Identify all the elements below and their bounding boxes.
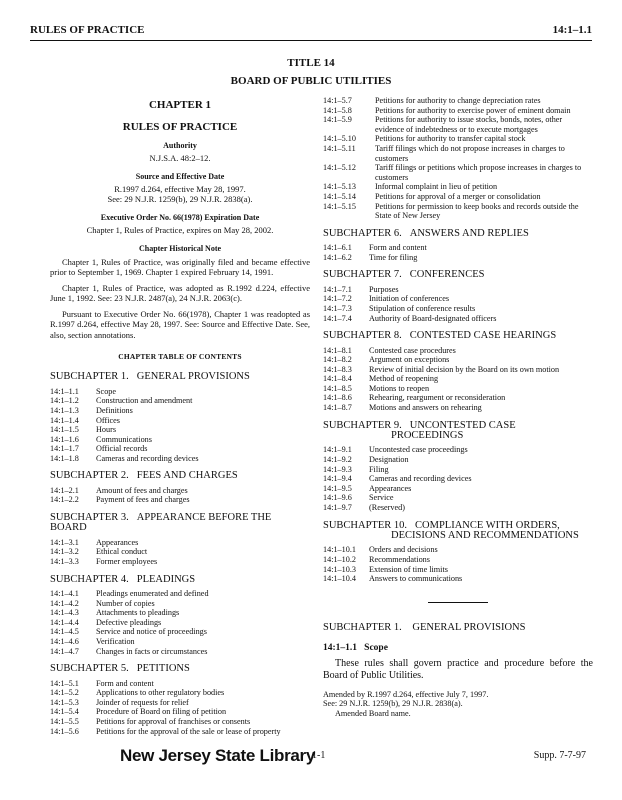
- chapter-name: RULES OF PRACTICE: [122, 121, 238, 134]
- section-number: 14:1–4.7: [50, 646, 79, 656]
- toc-head: CHAPTER TABLE OF CONTENTS: [118, 351, 242, 361]
- section-title: Contested case procedures: [369, 345, 456, 355]
- section-number: 14:1–5.7: [323, 96, 352, 105]
- exec-order-text: Chapter 1, Rules of Practice, expires on May 28, 2002.: [86, 225, 274, 236]
- subchapter-label: SUBCHAPTER 6.: [323, 227, 402, 239]
- section-row: [323, 374, 559, 384]
- right-column: [323, 96, 593, 718]
- subchapter-title: UNCONTESTED CASE: [409, 419, 516, 431]
- subchapter-heading: [323, 521, 593, 542]
- header-right: 14:1–1.1: [552, 24, 592, 36]
- section-row: [323, 403, 559, 413]
- subchapter-heading: [50, 575, 310, 585]
- section-row: [323, 304, 496, 314]
- section-title: Orders and decisions: [369, 545, 438, 555]
- section-title: Verification: [96, 637, 135, 647]
- section-number: 14:1–9.3: [323, 464, 352, 474]
- section-title: Amount of fees and charges: [96, 485, 188, 495]
- section-number: 14:1–9.6: [323, 493, 352, 503]
- section-title: Cameras and recording devices: [96, 453, 199, 463]
- section-title: Service: [369, 493, 394, 503]
- section-row: [50, 717, 281, 727]
- source-line-1: R.1997 d.264, effective May 28, 1997.: [114, 184, 246, 195]
- section-number: 14:1–10.2: [323, 555, 356, 565]
- section-row: [323, 355, 559, 365]
- subchapter-label: SUBCHAPTER 7.: [323, 269, 402, 281]
- subchapter-title: APPEARANCE BEFORE THE BOARD: [50, 512, 272, 534]
- section-title: Filing: [369, 464, 389, 474]
- section-list: [50, 538, 157, 567]
- section-row: [50, 486, 190, 496]
- section-row: [50, 679, 281, 689]
- section-row: [50, 698, 281, 708]
- authority-text: N.J.S.A. 48:2–12.: [149, 153, 211, 164]
- section-number: 14:1–5.1: [50, 678, 79, 688]
- section-row: [323, 493, 472, 503]
- section-row: [323, 565, 462, 575]
- section-title: Defective pleadings: [96, 617, 162, 627]
- title-number: TITLE 14: [287, 57, 335, 69]
- section-row: [323, 445, 472, 455]
- section-number: 14:1–5.3: [50, 697, 79, 707]
- section-row: [50, 589, 209, 599]
- section-number: 14:1–5.13: [323, 182, 356, 192]
- section-title: Joinder of requests for relief: [96, 697, 189, 707]
- section-row: [50, 557, 157, 567]
- subchapter-heading: [50, 664, 310, 674]
- section-row: [323, 465, 472, 475]
- subchapter-title: PETITIONS: [136, 663, 190, 675]
- section-list: [323, 445, 472, 512]
- section-title: Motions to reopen: [369, 383, 430, 393]
- section-title: Definitions: [96, 405, 133, 415]
- section-number: 14:1–5.15: [323, 201, 356, 211]
- section-title: Communications: [96, 434, 152, 444]
- section-row: [323, 365, 559, 375]
- section-title: Authority of Board-designated officers: [369, 313, 497, 323]
- section-number: 14:1–4.6: [50, 637, 79, 647]
- section-title: Extension of time limits: [369, 564, 448, 574]
- section-number: 14:1–9.5: [323, 483, 352, 493]
- section-number: 14:1–8.2: [323, 355, 352, 365]
- section-row: [323, 484, 472, 494]
- toc-continued: [323, 96, 593, 221]
- section-title: Pleadings enumerated and defined: [96, 589, 209, 599]
- subchapter-title: PLEADINGS: [136, 573, 196, 585]
- subchapter-title: CONFERENCES: [409, 269, 485, 281]
- section-number: 14:1–6.1: [323, 243, 352, 253]
- section-row: [50, 727, 281, 737]
- section-number: 14:1–10.1: [323, 545, 356, 555]
- section-number: 14:1–1.6: [50, 434, 79, 444]
- section-title: Petitions for the approval of the sale or lease of property: [96, 726, 281, 736]
- section-number: 14:1–5.12: [323, 163, 356, 173]
- subchapter-title-cont: DECISIONS AND RECOMMENDATIONS: [391, 530, 579, 542]
- section-number: 14:1–7.3: [323, 303, 352, 313]
- section-row: [323, 393, 559, 403]
- section-row: [50, 416, 199, 426]
- historical-note-p2: Chapter 1, Rules of Practice, was adopted as R.1992 d.224, effective June 1, 1992. See: 23 N.J.R. 2487(a), 24 N.J.R. 2063(c).: [50, 282, 310, 304]
- amend-line-2: See: 29 N.J.R. 1259(b), 29 N.J.R. 2838(a).: [323, 699, 463, 709]
- section-number: 14:1–3.2: [50, 547, 79, 557]
- section-title: Former employees: [96, 557, 158, 567]
- section-row: [50, 444, 199, 454]
- section-number: 14:1–1.8: [50, 453, 79, 463]
- section-row: [50, 547, 157, 557]
- subchapter-title: GENERAL PROVISIONS: [136, 371, 250, 383]
- section-title: Petitions for permission to keep books and records outside the State of New Jersey: [375, 201, 579, 221]
- section-row: [50, 387, 199, 397]
- section-number: 14:1–4.5: [50, 627, 79, 637]
- section-title: Offices: [96, 415, 120, 425]
- section-row: [323, 294, 496, 304]
- section-row: [50, 538, 157, 548]
- section-number: 14:1–8.3: [323, 364, 352, 374]
- section-title: Number of copies: [96, 598, 155, 608]
- section-row: [50, 608, 209, 618]
- section-number: 14:1–7.2: [323, 294, 352, 304]
- section-number: 14:1–9.2: [323, 455, 352, 465]
- page-footer: [0, 746, 622, 770]
- section-row: [50, 647, 209, 657]
- section-row: [50, 707, 281, 717]
- section-number: 14:1–8.7: [323, 403, 352, 413]
- section-row: [323, 96, 593, 106]
- section-number: 14:1–8.4: [323, 374, 352, 384]
- section-title: Procedure of Board on filing of petition: [96, 707, 227, 717]
- section-number: 14:1–5.5: [50, 717, 79, 726]
- section-row: [323, 243, 427, 253]
- section-title: Initiation of conferences: [369, 294, 450, 304]
- section-row: [323, 106, 593, 116]
- section-list: [50, 589, 209, 656]
- section-title: Service and notice of proceedings: [96, 627, 207, 637]
- section-number: 14:1–10.4: [323, 574, 356, 584]
- rule-heading: 14:1–1.1 Scope: [323, 643, 388, 654]
- section-number: 14:1–9.4: [323, 474, 352, 484]
- section-title: Appearances: [369, 483, 412, 493]
- section-list: [50, 679, 281, 737]
- section-title: Uncontested case proceedings: [369, 445, 468, 455]
- section-row: [323, 346, 559, 356]
- section-row: [50, 396, 199, 406]
- subchapter-heading: [50, 372, 310, 382]
- section-title: Review of initial decision by the Board on its own motion: [369, 364, 560, 374]
- section-title: Cameras and recording devices: [369, 474, 472, 484]
- subchapter-heading: [323, 421, 593, 442]
- running-header: [30, 24, 592, 41]
- footer-page-number: 1-1: [312, 750, 326, 761]
- section-title: Construction and amendment: [96, 396, 193, 406]
- section-title: Payment of fees and charges: [96, 495, 190, 505]
- section-number: 14:1–9.7: [323, 503, 352, 513]
- section-title: Ethical conduct: [96, 547, 148, 557]
- subchapter-label: SUBCHAPTER 9.: [323, 419, 402, 431]
- section-row: [50, 435, 199, 445]
- footer-library: New Jersey State Library: [120, 746, 316, 765]
- section-number: 14:1–8.1: [323, 345, 352, 355]
- section-title: Purposes: [369, 284, 399, 294]
- section-row: [323, 115, 593, 134]
- section-title: Petitions for approval of franchises or consents: [96, 717, 251, 726]
- section-number: 14:1–5.14: [323, 191, 356, 201]
- authority-head: Authority: [163, 140, 197, 150]
- body-sub-label: SUBCHAPTER 1.: [323, 621, 402, 633]
- section-divider: [428, 602, 488, 603]
- body-sub-title: GENERAL PROVISIONS: [412, 621, 526, 633]
- section-row: [323, 574, 462, 584]
- section-number: 14:1–2.2: [50, 495, 79, 505]
- section-number: 14:1–3.1: [50, 537, 79, 547]
- section-title: Tariff filings or petitions which propose increases in charges to customers: [375, 163, 582, 182]
- section-title: Attachments to pleadings: [96, 608, 180, 618]
- section-number: 14:1–1.1: [50, 386, 79, 396]
- title-block: [0, 54, 622, 90]
- section-row: [50, 495, 190, 505]
- section-row: [323, 314, 496, 324]
- section-number: 14:1–9.1: [323, 445, 352, 455]
- section-title: Official records: [96, 444, 148, 454]
- section-row: [323, 285, 496, 295]
- section-row: [323, 253, 427, 263]
- section-row: [50, 406, 199, 416]
- section-title: Form and content: [369, 243, 427, 253]
- header-left: RULES OF PRACTICE: [30, 24, 145, 36]
- section-number: 14:1–6.2: [323, 252, 352, 262]
- section-title: Hours: [96, 425, 117, 435]
- historical-note-head: Chapter Historical Note: [138, 243, 222, 253]
- section-number: 14:1–1.7: [50, 444, 79, 454]
- section-row: [50, 425, 199, 435]
- section-number: 14:1–4.3: [50, 608, 79, 618]
- section-row: [323, 474, 472, 484]
- section-title: Informal complaint in lieu of petition: [375, 182, 498, 192]
- section-number: 14:1–5.10: [323, 134, 356, 144]
- section-row: [50, 618, 209, 628]
- subchapter-label: SUBCHAPTER 3.: [50, 512, 129, 524]
- section-title: (Reserved): [369, 503, 405, 513]
- section-title: Appearances: [96, 537, 139, 547]
- section-list: [50, 387, 199, 464]
- section-number: 14:1–5.2: [50, 688, 79, 698]
- section-number: 14:1–1.4: [50, 415, 79, 425]
- section-title: Method of reopening: [369, 374, 439, 384]
- section-row: [50, 599, 209, 609]
- section-title: Rehearing, reargument or reconsideration: [369, 393, 506, 403]
- section-number: 14:1–4.1: [50, 589, 79, 599]
- subchapter-title: CONTESTED CASE HEARINGS: [409, 330, 557, 342]
- section-row: [323, 555, 462, 565]
- subchapter-heading: [50, 513, 310, 534]
- toc-left: [50, 372, 310, 736]
- subchapter-title: ANSWERS AND REPLIES: [409, 227, 529, 239]
- subchapter-label: SUBCHAPTER 10.: [323, 519, 408, 531]
- section-number: 14:1–4.2: [50, 598, 79, 608]
- section-number: 14:1–4.4: [50, 617, 79, 627]
- amend-line-3: Amended Board name.: [335, 708, 411, 718]
- section-title: Argument on exceptions: [369, 355, 450, 365]
- title-name: BOARD OF PUBLIC UTILITIES: [230, 75, 392, 87]
- section-title: Scope: [96, 386, 117, 396]
- section-list: [323, 285, 496, 323]
- section-row: [323, 455, 472, 465]
- section-row: [323, 163, 593, 182]
- subchapter-heading: [323, 270, 593, 280]
- section-title: Petitions for authority to issue stocks, bonds, notes, other evidence of indebtedness or to execute mortgages: [375, 115, 563, 134]
- subchapter-title-cont: PROCEEDINGS: [391, 430, 464, 442]
- section-title: Motions and answers on rehearing: [369, 403, 482, 413]
- section-number: 14:1–1.2: [50, 396, 79, 406]
- section-list: [50, 486, 190, 505]
- section-number: 14:1–1.5: [50, 425, 79, 435]
- subchapter-heading: [323, 331, 593, 341]
- chapter-heading: CHAPTER 1: [148, 99, 212, 111]
- subchapter-label: SUBCHAPTER 5.: [50, 663, 129, 675]
- subchapter-label: SUBCHAPTER 8.: [323, 330, 402, 342]
- section-row: [323, 192, 593, 202]
- rule-text: These rules shall govern practice and procedure before the Board of Public Utilities.: [323, 657, 593, 681]
- section-list: [323, 243, 427, 262]
- subchapter-label: SUBCHAPTER 1.: [50, 371, 129, 383]
- section-title: Petitions for authority to transfer capital stock: [375, 134, 526, 144]
- section-title: Stipulation of conference results: [369, 303, 476, 313]
- section-number: 14:1–8.5: [323, 383, 352, 393]
- section-number: 14:1–5.6: [50, 726, 79, 736]
- exec-order-head: Executive Order No. 66(1978) Expiration Date: [100, 212, 260, 222]
- section-title: Recommendations: [369, 555, 430, 565]
- section-row: [50, 637, 209, 647]
- section-title: Petitions for authority to exercise power of eminent domain: [375, 105, 571, 115]
- subchapter-heading: [50, 471, 310, 481]
- source-head: Source and Effective Date: [135, 171, 225, 181]
- subchapter-title: FEES AND CHARGES: [136, 470, 238, 482]
- section-row: [323, 134, 593, 144]
- section-row: [323, 182, 593, 192]
- section-title: Changes in facts or circumstances: [96, 646, 208, 656]
- section-title: Form and content: [96, 678, 154, 688]
- toc-right: [323, 229, 593, 584]
- section-title: Time for filing: [369, 252, 418, 262]
- subchapter-label: SUBCHAPTER 4.: [50, 573, 129, 585]
- section-title: Petitions for approval of a merger or consolidation: [375, 191, 541, 201]
- section-row: [323, 545, 462, 555]
- section-number: 14:1–2.1: [50, 485, 79, 495]
- section-number: 14:1–5.4: [50, 707, 79, 717]
- section-title: Petitions for authority to change depreciation rates: [375, 96, 541, 105]
- section-number: 14:1–7.1: [323, 284, 352, 294]
- section-number: 14:1–10.3: [323, 564, 356, 574]
- section-number: 14:1–3.3: [50, 557, 79, 567]
- source-line-2: See: 29 N.J.R. 1259(b), 29 N.J.R. 2838(a).: [107, 194, 253, 205]
- historical-note-p3: Pursuant to Executive Order No. 66(1978), Chapter 1 was readopted as R.1997 d.264, effective May 28, 1997. See: Source and Effective Date. See, also, section annotations.: [50, 308, 310, 340]
- historical-note-p1: Chapter 1, Rules of Practice, was originally filed and became effective prior to September 1, 1969. Chapter 1 expired February 14, 1991.: [50, 257, 310, 278]
- section-title: Designation: [369, 455, 409, 465]
- amend-line-1: Amended by R.1997 d.264, effective July 7, 1997.: [323, 689, 489, 699]
- section-row: [50, 627, 209, 637]
- section-number: 14:1–8.6: [323, 393, 352, 403]
- section-row: [323, 384, 559, 394]
- section-number: 14:1–5.8: [323, 105, 352, 115]
- section-row: [323, 144, 593, 163]
- body-subchapter-heading: [323, 623, 593, 633]
- footer-supplement: Supp. 7-7-97: [533, 750, 586, 761]
- section-title: Applications to other regulatory bodies: [96, 688, 225, 698]
- section-row: [50, 688, 281, 698]
- subchapter-title: COMPLIANCE WITH ORDERS,: [415, 519, 560, 531]
- subchapter-heading: [323, 229, 593, 239]
- section-number: 14:1–5.9: [323, 115, 352, 125]
- left-column: [50, 100, 310, 736]
- section-list: [323, 545, 462, 583]
- section-number: 14:1–7.4: [323, 313, 352, 323]
- subchapter-label: SUBCHAPTER 2.: [50, 470, 129, 482]
- section-row: [323, 503, 472, 513]
- section-row: [323, 202, 593, 221]
- section-row: [50, 454, 199, 464]
- section-number: 14:1–1.3: [50, 405, 79, 415]
- section-list: [323, 346, 559, 413]
- section-number: 14:1–5.11: [323, 143, 356, 153]
- section-title: Answers to communications: [369, 574, 463, 584]
- section-title: Tariff filings which do not propose increases in charges to customers: [375, 143, 565, 163]
